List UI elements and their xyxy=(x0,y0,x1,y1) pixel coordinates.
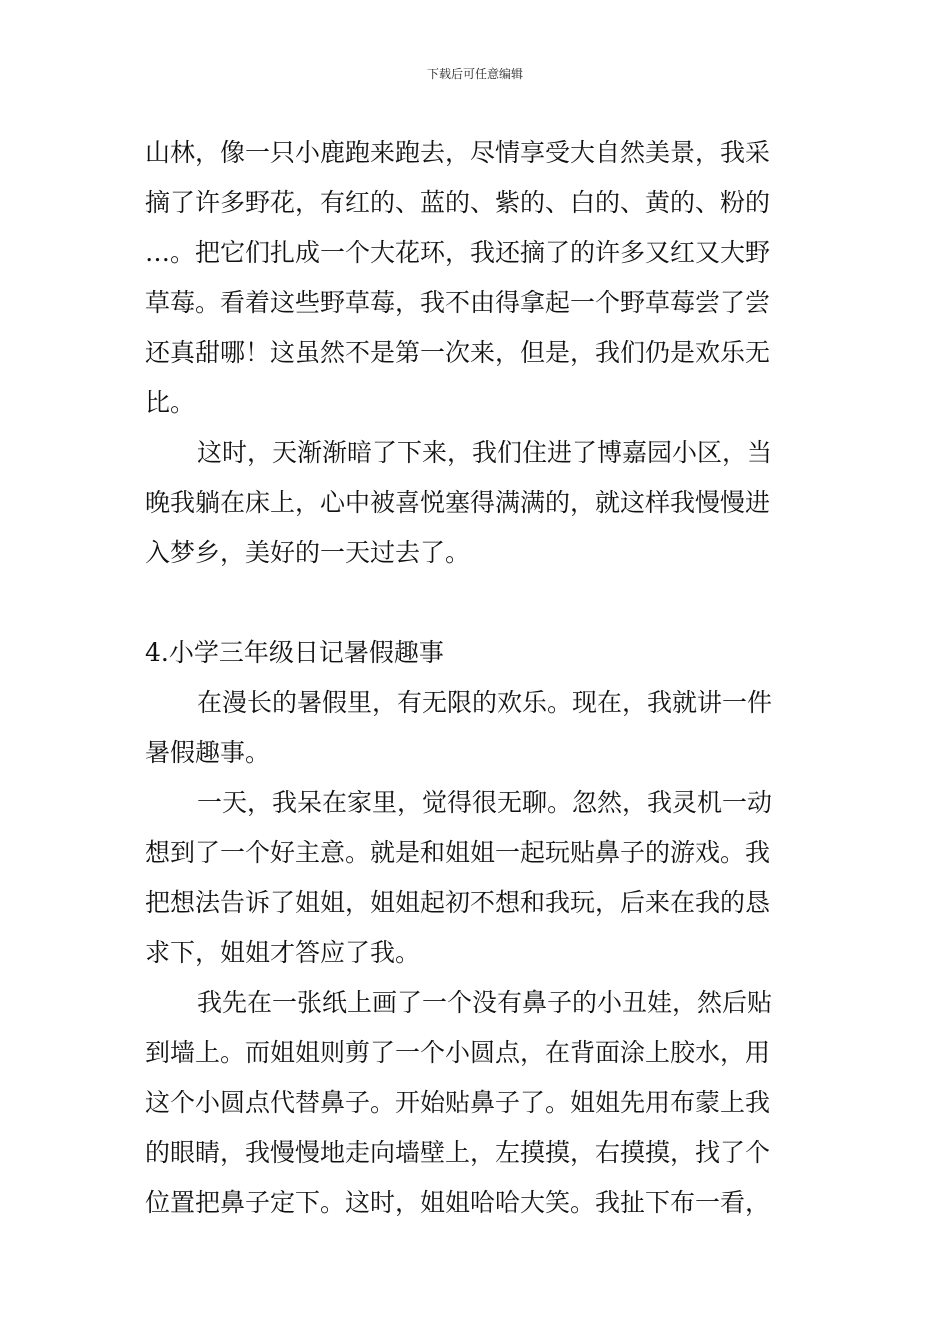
text-line: 的眼睛，我慢慢地走向墙壁上，左摸摸，右摸摸，找了个 xyxy=(145,1138,771,1167)
text-line: 草莓。看着这些野草莓，我不由得拿起一个野草莓尝了尝 xyxy=(145,288,771,317)
text-line: 还真甜哪！这虽然不是第一次来，但是，我们仍是欢乐无 xyxy=(145,338,771,367)
text-line: 暑假趣事。 xyxy=(145,738,271,767)
text-line: 一天，我呆在家里，觉得很无聊。忽然，我灵机一动 xyxy=(197,788,773,817)
paragraph-idea xyxy=(145,778,810,978)
text-line: 求下，姐姐才答应了我。 xyxy=(145,938,421,967)
section-heading: 4.小学三年级日记暑假趣事 xyxy=(145,638,444,667)
text-line: 想到了一个好主意。就是和姐姐一起玩贴鼻子的游戏。我 xyxy=(145,838,771,867)
text-line: 位置把鼻子定下。这时，姐姐哈哈大笑。我扯下布一看， xyxy=(145,1188,771,1217)
text-line: 到墙上。而姐姐则剪了一个小圆点，在背面涂上胶水，用 xyxy=(145,1038,771,1067)
text-line: 在漫长的暑假里，有无限的欢乐。现在，我就讲一件 xyxy=(197,688,773,717)
paragraph-spacer xyxy=(145,578,810,628)
text-line: 这个小圆点代替鼻子。开始贴鼻子了。姐姐先用布蒙上我 xyxy=(145,1088,771,1117)
text-line: 入梦乡，美好的一天过去了。 xyxy=(145,538,471,567)
document-body xyxy=(145,128,810,1228)
paragraph-game xyxy=(145,978,810,1228)
paragraph-evening xyxy=(145,428,810,578)
paragraph-intro xyxy=(145,678,810,778)
text-line: 摘了许多野花，有红的、蓝的、紫的、白的、黄的、粉的 xyxy=(145,188,771,217)
text-line: 晚我躺在床上，心中被喜悦塞得满满的，就这样我慢慢进 xyxy=(145,488,771,517)
text-line: 我先在一张纸上画了一个没有鼻子的小丑娃，然后贴 xyxy=(197,988,773,1017)
text-line: 把想法告诉了姐姐，姐姐起初不想和我玩，后来在我的恳 xyxy=(145,888,771,917)
page-header: 下载后可任意编辑 xyxy=(426,67,523,81)
paragraph-mountain-forest xyxy=(145,128,810,428)
text-line: 比。 xyxy=(145,388,196,417)
text-line: …。把它们扎成一个大花环，我还摘了的许多又红又大野 xyxy=(145,238,771,267)
text-line: 山林，像一只小鹿跑来跑去，尽情享受大自然美景，我采 xyxy=(145,138,771,167)
text-line: 这时，天渐渐暗了下来，我们住进了博嘉园小区，当 xyxy=(197,438,773,467)
